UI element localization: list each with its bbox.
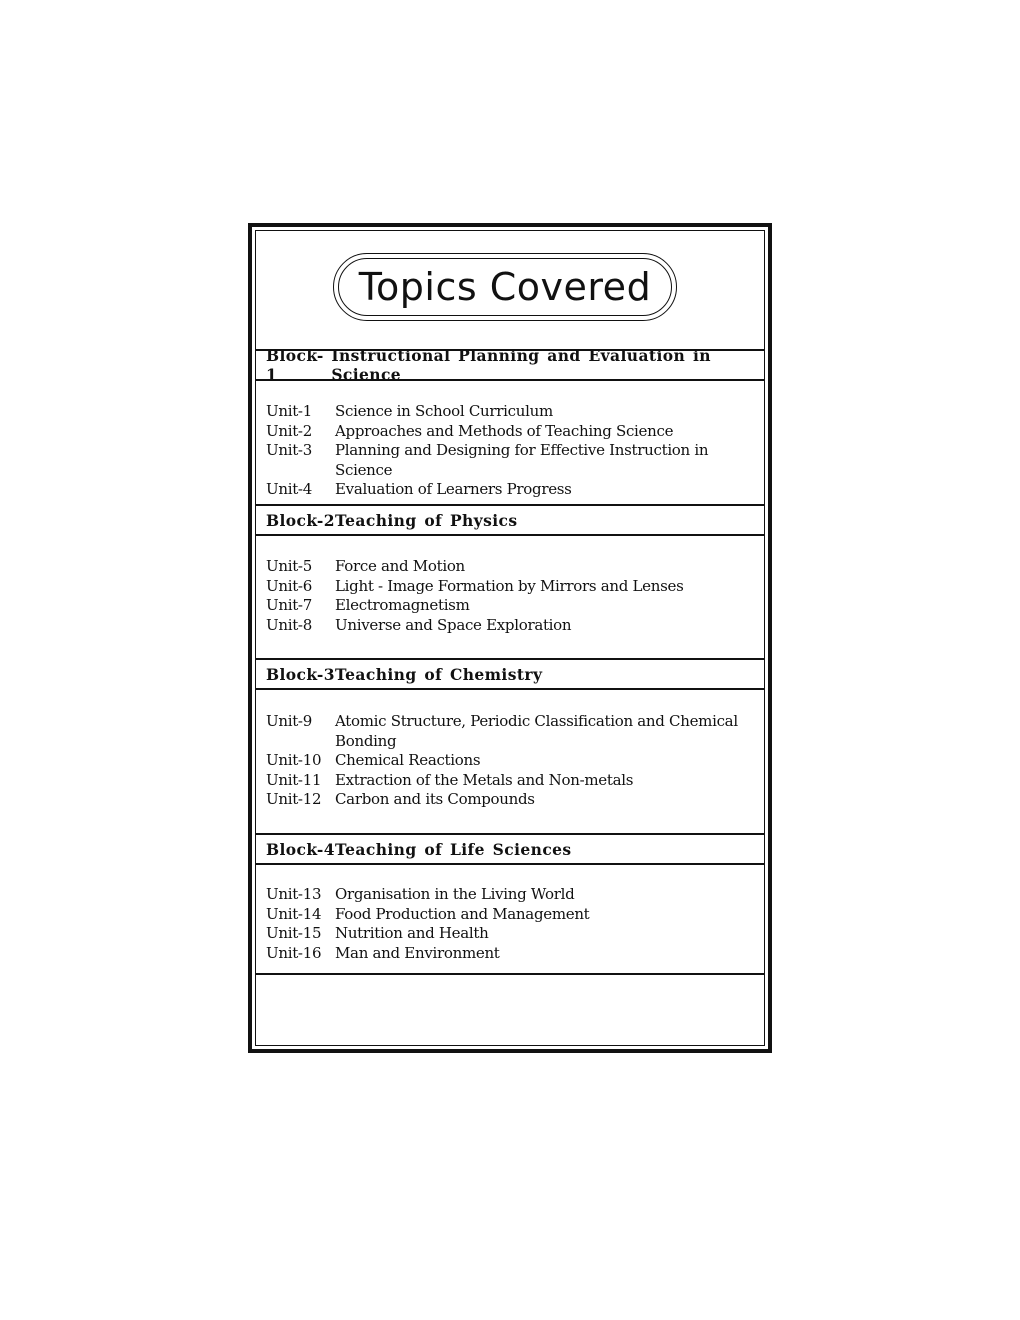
unit-number: Unit-16 bbox=[266, 943, 322, 962]
block-header-3 bbox=[256, 658, 764, 690]
unit-title: Atomic Structure, Periodic Classification and Chemical Bonding bbox=[335, 712, 738, 750]
list-item bbox=[266, 944, 758, 964]
list-item bbox=[266, 557, 758, 577]
block-header-1 bbox=[256, 346, 764, 384]
unit-title: Evaluation of Learners Progress bbox=[335, 480, 572, 498]
list-item bbox=[266, 885, 758, 905]
list-item bbox=[266, 751, 758, 771]
unit-title: Food Production and Management bbox=[335, 904, 590, 923]
unit-list-block-1 bbox=[266, 402, 758, 500]
block-number: Block-1 bbox=[266, 346, 324, 384]
block-number: Block-2 bbox=[266, 510, 335, 530]
unit-title: Universe and Space Exploration bbox=[335, 615, 572, 634]
unit-number: Unit-12 bbox=[266, 790, 322, 808]
unit-title: Organisation in the Living World bbox=[335, 885, 575, 903]
unit-number: Unit-8 bbox=[266, 615, 312, 634]
list-item bbox=[266, 771, 758, 791]
unit-title: Approaches and Methods of Teaching Science bbox=[335, 421, 674, 440]
bottom-divider bbox=[256, 973, 764, 975]
topics-inner-frame bbox=[255, 230, 765, 1046]
unit-list-block-2 bbox=[266, 557, 758, 635]
unit-number: Unit-7 bbox=[266, 596, 312, 614]
list-item bbox=[266, 577, 758, 597]
block-header-2 bbox=[256, 504, 764, 536]
list-item bbox=[266, 596, 758, 616]
unit-title: Science in School Curriculum bbox=[335, 402, 553, 420]
unit-number: Unit-4 bbox=[266, 480, 312, 498]
unit-title: Man and Environment bbox=[335, 943, 500, 962]
unit-title: Force and Motion bbox=[335, 557, 465, 575]
unit-number: Unit-10 bbox=[266, 751, 322, 769]
block-number: Block-3 bbox=[266, 664, 335, 684]
unit-list-block-4 bbox=[266, 885, 758, 963]
list-item bbox=[266, 616, 758, 636]
title-area bbox=[256, 231, 764, 349]
unit-list-block-3 bbox=[266, 712, 758, 810]
unit-title: Carbon and its Compounds bbox=[335, 790, 535, 808]
unit-number: Unit-1 bbox=[266, 402, 312, 420]
unit-title: Nutrition and Health bbox=[335, 924, 489, 942]
list-item bbox=[266, 905, 758, 925]
block-title: Instructional Planning and Evaluation in Science bbox=[331, 346, 711, 384]
unit-number: Unit-2 bbox=[266, 421, 312, 440]
list-item bbox=[266, 924, 758, 944]
list-item bbox=[266, 790, 758, 810]
unit-title: Light - Image Formation by Mirrors and Lenses bbox=[335, 576, 684, 595]
list-item bbox=[266, 402, 758, 422]
list-item bbox=[266, 441, 758, 480]
title-badge-inner bbox=[338, 258, 672, 316]
unit-number: Unit-14 bbox=[266, 904, 322, 923]
unit-number: Unit-3 bbox=[266, 441, 312, 459]
unit-number: Unit-6 bbox=[266, 576, 312, 595]
unit-number: Unit-13 bbox=[266, 885, 322, 903]
title-badge bbox=[333, 253, 677, 321]
topics-frame bbox=[248, 223, 772, 1053]
list-item bbox=[266, 422, 758, 442]
block-header-4 bbox=[256, 833, 764, 865]
list-item bbox=[266, 712, 758, 751]
unit-number: Unit-5 bbox=[266, 557, 312, 575]
unit-number: Unit-9 bbox=[266, 712, 312, 730]
block-title: Teaching of Physics bbox=[335, 510, 518, 530]
unit-title: Electromagnetism bbox=[335, 596, 470, 614]
unit-number: Unit-15 bbox=[266, 924, 322, 942]
unit-title: Extraction of the Metals and Non-metals bbox=[335, 770, 634, 789]
block-number: Block-4 bbox=[266, 839, 335, 859]
block-title: Teaching of Life Sciences bbox=[335, 839, 572, 859]
page-title: Topics Covered bbox=[358, 265, 652, 309]
unit-title: Planning and Designing for Effective Instruction in Science bbox=[335, 441, 709, 479]
unit-title: Chemical Reactions bbox=[335, 751, 481, 769]
unit-number: Unit-11 bbox=[266, 770, 322, 789]
block-title: Teaching of Chemistry bbox=[335, 664, 543, 684]
list-item bbox=[266, 480, 758, 500]
